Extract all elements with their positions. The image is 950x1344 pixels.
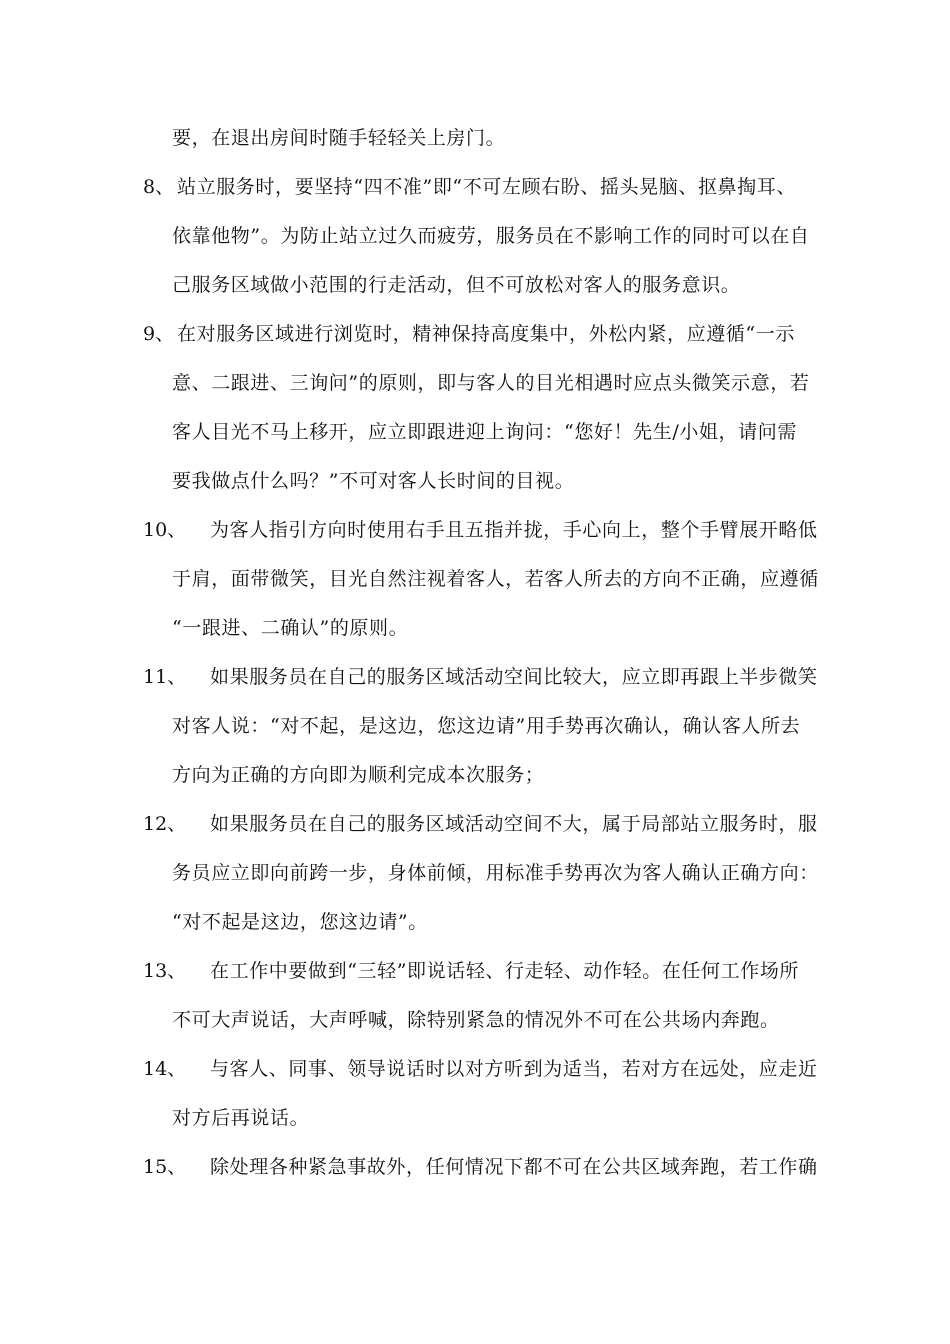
item-12-line-1: 如果服务员在自己的服务区域活动空间不大，属于局部站立服务时，服 [210, 813, 818, 835]
item-13-line-2: 不可大声说话，大声呼喊，除特别紧急的情况外不可在公共场内奔跑。 [172, 1009, 780, 1031]
item-14-number: 14、 [143, 1058, 187, 1080]
item-12-line-2: 务员应立即向前跨一步，身体前倾，用标准手势再次为客人确认正确方向： [172, 862, 819, 884]
intro-line: 要，在退出房间时随手轻轻关上房门。 [172, 127, 506, 149]
item-9-line-1: 在对服务区域进行浏览时，精神保持高度集中，外松内紧，应遵循“一示 [177, 323, 795, 345]
item-11-number: 11、 [143, 666, 187, 688]
item-10-line-3: “一跟进、二确认”的原则。 [172, 617, 409, 639]
item-11-line-1: 如果服务员在自己的服务区域活动空间比较大，应立即再跟上半步微笑 [210, 666, 818, 688]
item-11-line-3: 方向为正确的方向即为顺利完成本次服务； [172, 764, 545, 786]
item-15-number: 15、 [143, 1156, 187, 1178]
item-10-line-2: 于肩，面带微笑，目光自然注视着客人，若客人所去的方向不正确，应遵循 [172, 568, 819, 590]
item-8-line-1: 站立服务时，要坚持“四不准”即“不可左顾右盼、摇头晃脑、抠鼻掏耳、 [177, 176, 796, 198]
item-9-line-4: 要我做点什么吗？”不可对客人长时间的目视。 [172, 470, 575, 492]
item-12-line-3: “对不起是这边，您这边请”。 [172, 911, 428, 933]
item-10-line-1: 为客人指引方向时使用右手且五指并拢，手心向上，整个手臂展开略低 [210, 519, 818, 541]
item-9-line-3: 客人目光不马上移开，应立即跟进迎上询问：“您好！先生/小姐，请问需 [172, 421, 797, 443]
item-9-number: 9、 [143, 323, 175, 345]
item-10-number: 10、 [143, 519, 187, 541]
item-14-line-2: 对方后再说话。 [172, 1107, 310, 1129]
item-12-number: 12、 [143, 813, 187, 835]
item-13-line-1: 在工作中要做到“三轻”即说话轻、行走轻、动作轻。在任何工作场所 [210, 960, 800, 982]
item-15-line-1: 除处理各种紧急事故外，任何情况下都不可在公共区域奔跑，若工作确 [210, 1156, 818, 1178]
item-11-line-2: 对客人说：“对不起，是这边，您这边请”用手势再次确认，确认客人所去 [172, 715, 801, 737]
item-13-number: 13、 [143, 960, 187, 982]
item-8-number: 8、 [143, 176, 175, 198]
item-9-line-2: 意、二跟进、三询问”的原则，即与客人的目光相遇时应点头微笑示意，若 [172, 372, 810, 394]
item-14-line-1: 与客人、同事、领导说话时以对方听到为适当，若对方在远处，应走近 [210, 1058, 818, 1080]
item-8-line-3: 己服务区域做小范围的行走活动，但不可放松对客人的服务意识。 [172, 274, 741, 296]
item-8-line-2: 依靠他物”。为防止站立过久而疲劳，服务员在不影响工作的同时可以在自 [172, 225, 810, 247]
